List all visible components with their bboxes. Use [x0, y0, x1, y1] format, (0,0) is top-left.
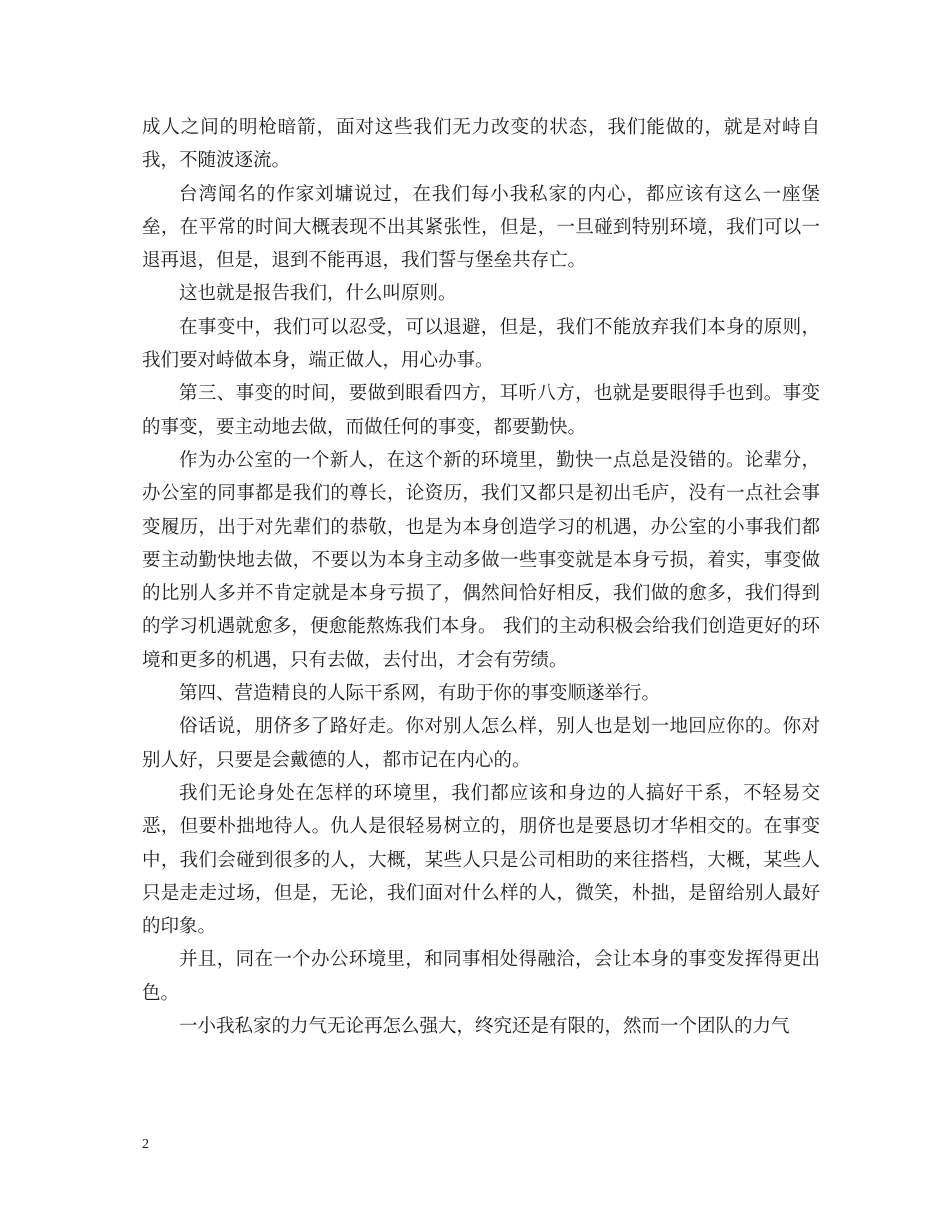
- paragraph-10: 并且，同在一个办公环境里，和同事相处得融洽，会让本身的事变发挥得更出色。: [142, 949, 820, 1004]
- body-text: [142, 111, 820, 1043]
- paragraph-8: 俗话说，朋侪多了路好走。你对别人怎么样，别人也是划一地回应你的。你对别人好，只要是会戴德的人，都市记在内心的。: [142, 716, 820, 771]
- paragraph-2: 台湾闻名的作家刘墉说过，在我们每小我私家的内心，都应该有这么一座堡垒，在平常的时间大概表现不出其紧张性，但是，一旦碰到特别环境，我们可以一退再退，但是，退到不能再退，我们誓与堡垒共存亡。: [142, 183, 820, 272]
- paragraph-5: 第三、事变的时间，要做到眼看四方，耳听八方，也就是要眼得手也到。事变的事变，要主动地去做，而做任何的事变，都要勤快。: [142, 383, 820, 438]
- page-number: 2: [142, 1137, 149, 1152]
- paragraph-9: 我们无论身处在怎样的环境里，我们都应该和身边的人搞好干系，不轻易交恶，但要朴拙地待人。仇人是很轻易树立的，朋侪也是要恳切才华相交的。在事变中，我们会碰到很多的人，大概，某些人只是公司相助的来往搭档，大概，某些人只是走走过场，但是，无论，我们面对什么样的人，微笑，朴拙，是留给别人最好的印象。: [142, 782, 820, 938]
- paragraph-6: 作为办公室的一个新人，在这个新的环境里，勤快一点总是没错的。论辈分，办公室的同事都是我们的尊长，论资历，我们又都只是初出毛庐，没有一点社会事变履历，出于对先辈们的恭敬，也是为本身创造学习的机遇，办公室的小事我们都要主动勤快地去做，不要以为本身主动多做一些事变就是本身亏损，着实，事变做的比别人多并不肯定就是本身亏损了，偶然间恰好相反，我们做的愈多，我们得到的学习机遇就愈多，便愈能熬炼我们本身。 我们的主动积极会给我们创造更好的环境和更多的机遇，只有去做，去付出，才会有劳绩。: [142, 449, 820, 671]
- paragraph-1: 成人之间的明枪暗箭，面对这些我们无力改变的状态，我们能做的，就是对峙自我，不随波逐流。: [142, 117, 820, 172]
- paragraph-3: 这也就是报告我们，什么叫原则。: [179, 283, 457, 305]
- paragraph-7: 第四、营造精良的人际干系网，有助于你的事变顺遂举行。: [179, 683, 661, 705]
- paragraph-4: 在事变中，我们可以忍受，可以退避，但是，我们不能放弃我们本身的原则，我们要对峙做本身，端正做人，用心办事。: [142, 316, 820, 372]
- paragraph-11: 一小我私家的力气无论再怎么强大，终究还是有限的，然而一个团队的力气: [179, 1016, 790, 1038]
